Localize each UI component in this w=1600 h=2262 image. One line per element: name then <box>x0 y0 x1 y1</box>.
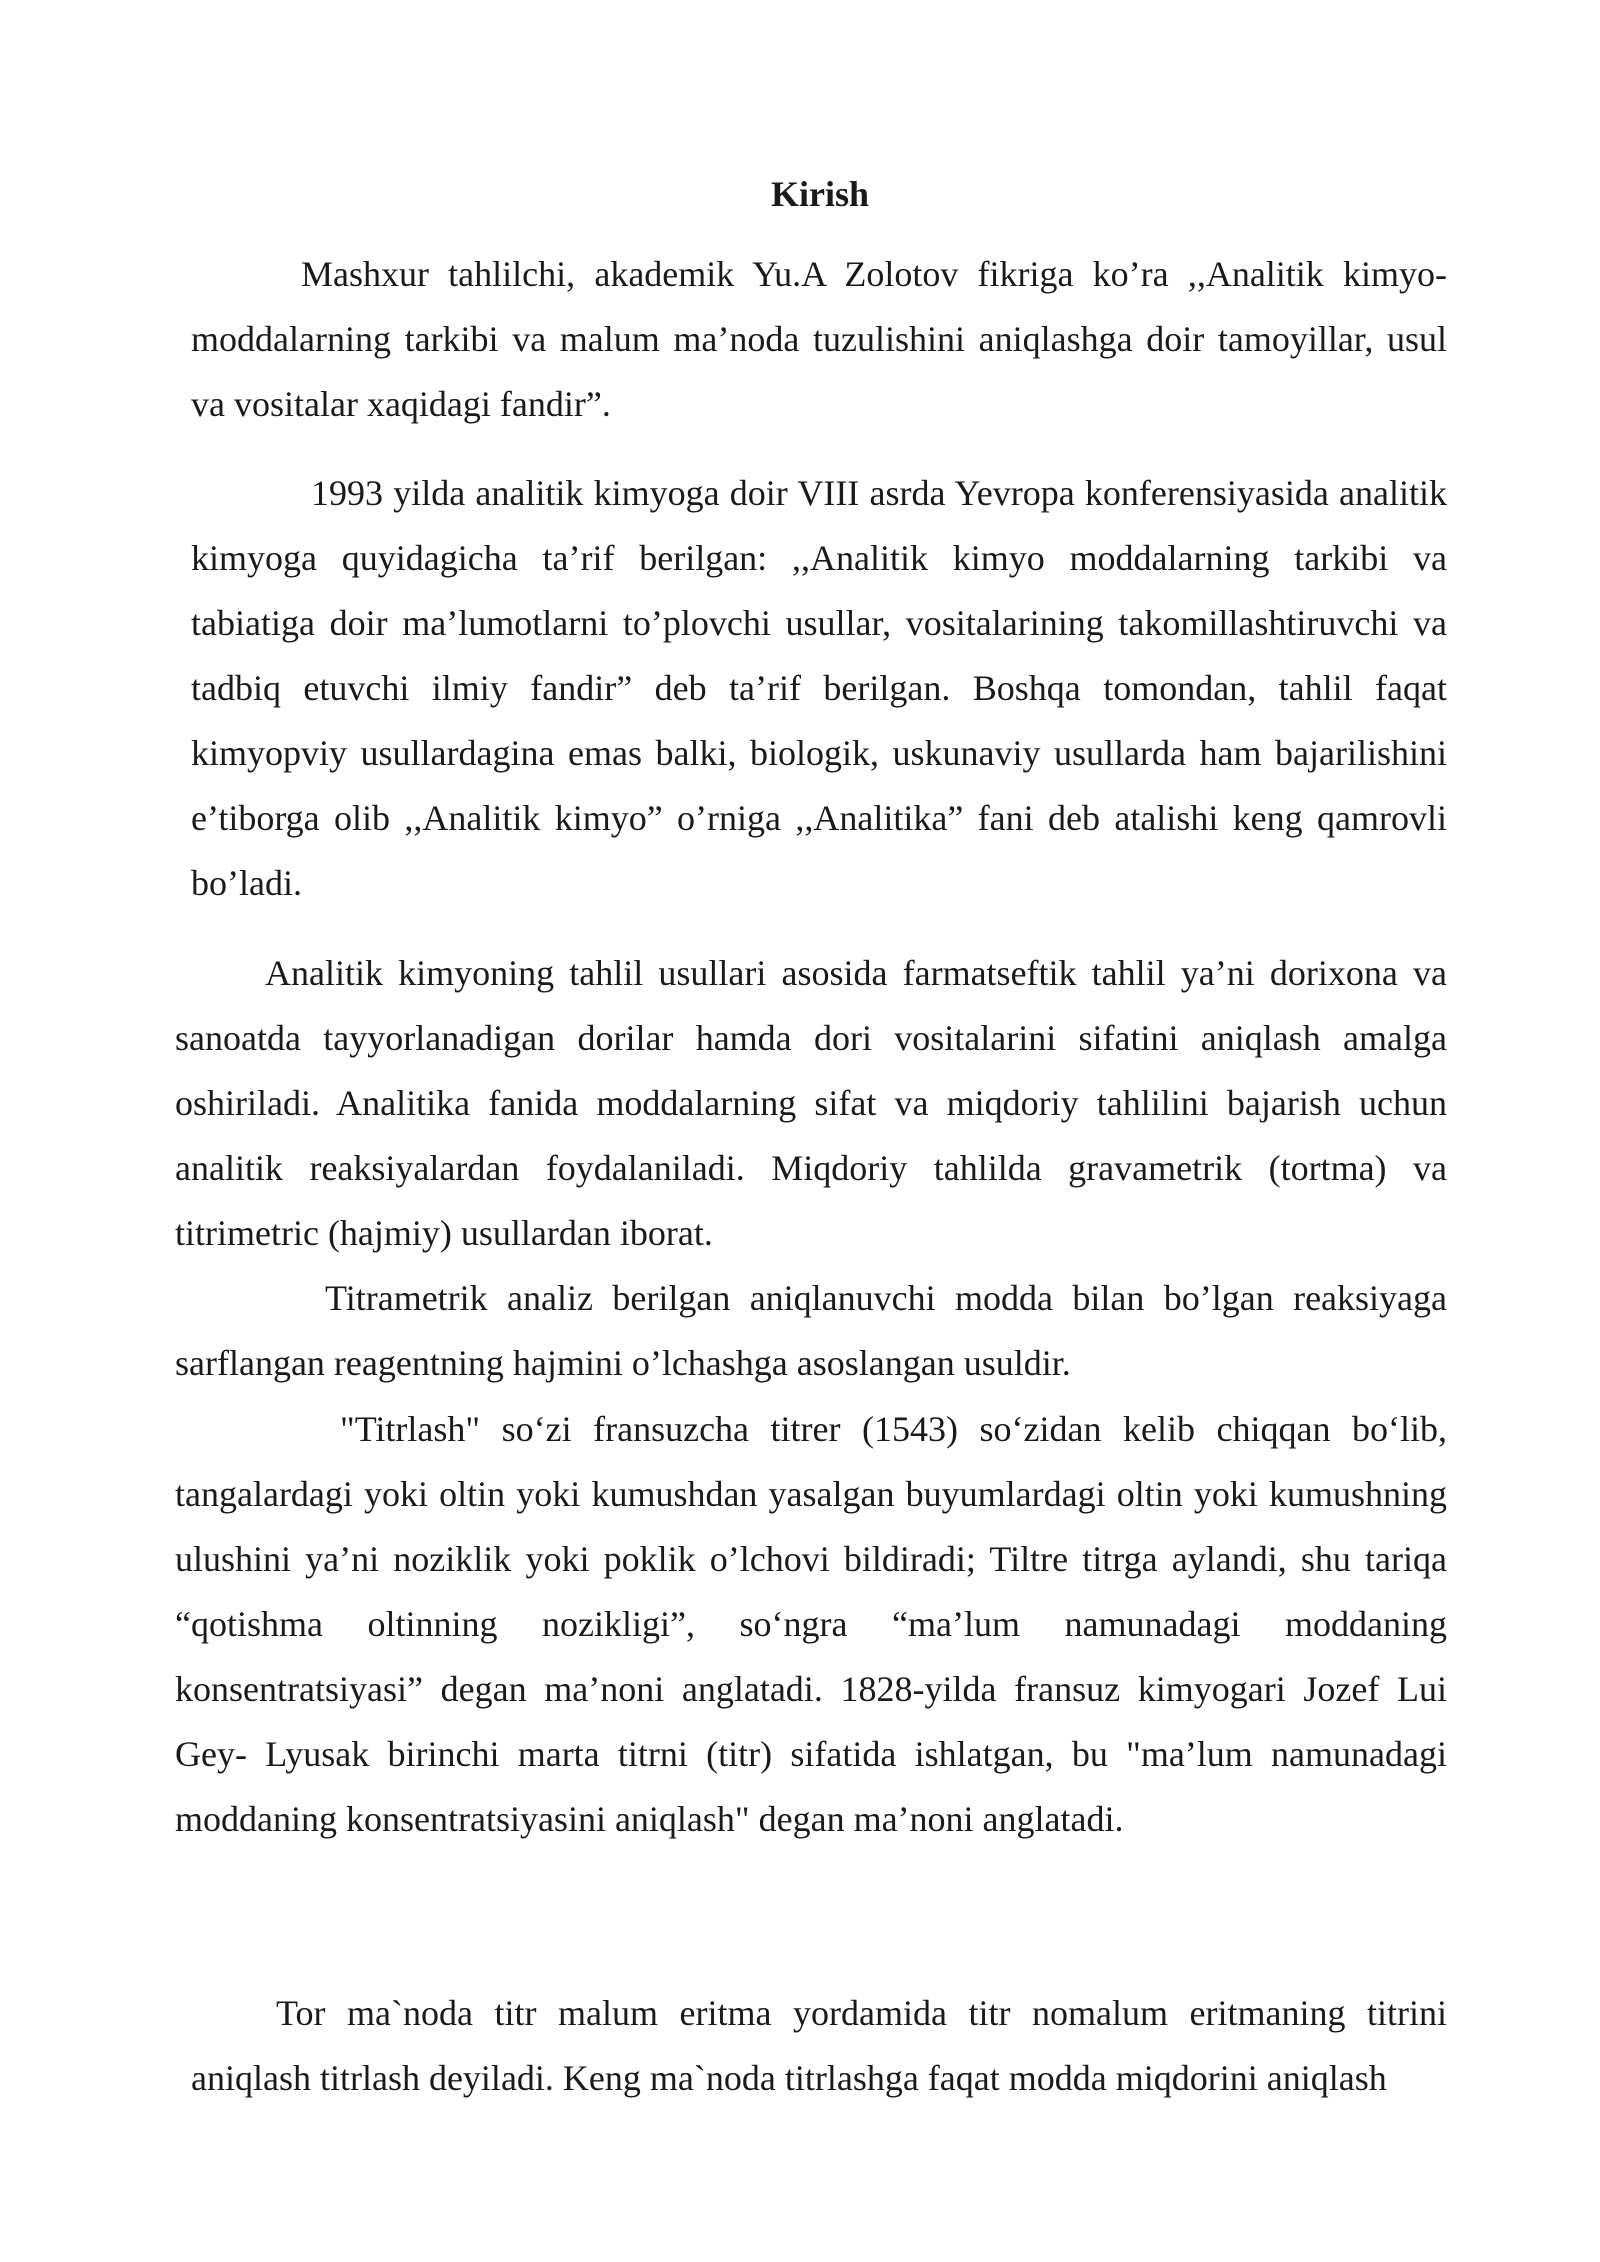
paragraph-european-conference: 1993 yilda analitik kimyoga doir VIII asrda Yevropa konferensiyasida analitik kimyoga quyidagicha ta’rif berilgan: ,,Analitik kimyo moddalarning tarkibi va tabiatiga doir ma’lumotlarni to’plovchi usullar, vositalarining takomillashtiruvchi va tadbiq etuvchi ilmiy fandir” deb ta’rif berilgan. Boshqa tomondan, tahlil faqat kimyopviy usullardagina emas balki, biologik, uskunaviy usullarda ham bajarilishini e’tiborga olib ,,Analitik kimyo” o’rniga ,,Analitika” fani deb atalishi keng qamrovli bo’ladi. <box>191 473 1447 903</box>
paragraph-titrimetric-analysis: Titrametrik analiz berilgan aniqlanuvchi modda bilan bo’lgan reaksiyaga sarflangan reagentning hajmini o’lchashga asoslangan usuldir. <box>175 1278 1447 1383</box>
paragraph-analysis-methods: Analitik kimyoning tahlil usullari asosida farmatseftik tahlil ya’ni dorixona va sanoatda tayyorlanadigan dorilar hamda dori vositalarini sifatini aniqlash amalga oshiriladi. Analitika fanida moddalarning sifat va miqdoriy tahlilini bajarish uchun analitik reaksiyalardan foydalaniladi. Miqdoriy tahlilda gravametrik (tortma) va titrimetric (hajmiy) usullardan iborat. <box>175 953 1447 1253</box>
paragraph-definition-zolotov: Mashxur tahlilchi, akademik Yu.A Zolotov fikriga ko’ra ,,Analitik kimyo-moddalarning tarkibi va malum ma’noda tuzulishini aniqlashga doir tamoyillar, usul va vositalar xaqidagi fandir”. <box>191 254 1447 424</box>
paragraph-titration-etymology: "Titrlash" so‘zi fransuzcha titrer (1543) so‘zidan kelib chiqqan bo‘lib, tangalardagi yoki oltin yoki kumushdan yasalgan buyumlardagi oltin yoki kumushning ulushini ya’ni noziklik yoki poklik o’lchovi bildiradi; Tiltre titrga aylandi, shu tariqa “qotishma oltinning nozikligi”, so‘ngra “ma’lum namunadagi moddaning konsentratsiyasi” degan ma’noni anglatadi. 1828-yilda fransuz kimyogari Jozef Lui Gey- Lyusak birinchi marta titrni (titr) sifatida ishlatgan, bu "ma’lum namunadagi moddaning konsentratsiyasini aniqlash" degan ma’noni anglatadi. <box>175 1409 1447 1839</box>
page-title: Kirish <box>770 174 869 214</box>
paragraph-titration-definition: Tor ma`noda titr malum eritma yordamida titr nomalum eritmaning titrini aniqlash titrlash deyiladi. Keng ma`noda titrlashga faqat modda miqdorini aniqlash <box>191 1993 1447 2098</box>
